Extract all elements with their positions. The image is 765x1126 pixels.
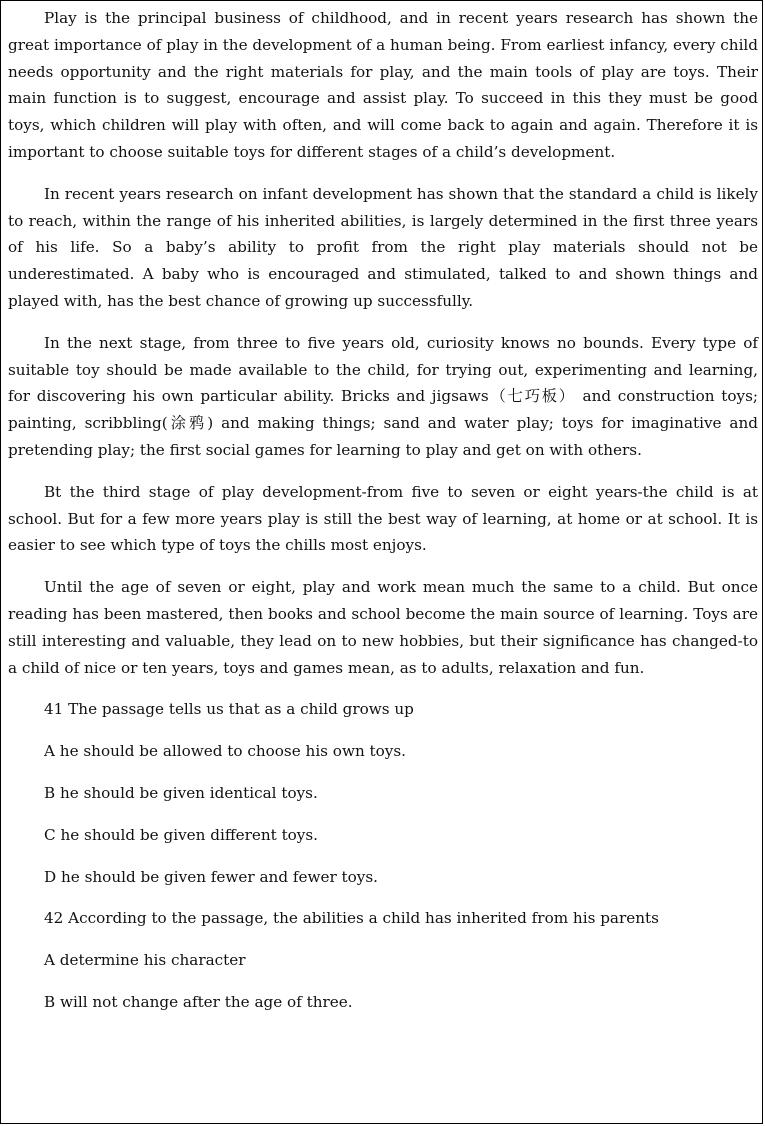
passage-paragraph-3: In the next stage, from three to five years old, curiosity knows no bounds. Every type of suitable toy should be made available to the child, for trying out, experimenting and learning, for discovering his own particular ability. Bricks and jigsaws（七巧板） and construction toys; painting, scribbling(涂鸦) and making things; sand and water play; toys for imaginative and pretending play; the first social games for learning to play and get on with others. (8, 333, 758, 459)
question-41-option-c: C he should be given different toys. (44, 825, 319, 844)
question-41-option-b: B he should be given identical toys. (44, 783, 318, 802)
document-body (8, 5, 758, 1031)
passage-paragraph-2: In recent years research on infant development has shown that the standard a child is likely to reach, within the range of his inherited abilities, is largely determined in the first three years of his life. So a baby’s ability to profit from the right play materials should not be underestimated. A baby who is encouraged and stimulated, talked to and shown things and played with, has the best chance of growing up successfully. (8, 184, 758, 310)
question-42-stem: 42 According to the passage, the abilities a child has inherited from his parents (44, 909, 659, 928)
passage-paragraph-1: Play is the principal business of childhood, and in recent years research has shown the great importance of play in the development of a human being. From earliest infancy, every child needs opportunity and the right materials for play, and the main tools of play are toys. Their main function is to suggest, encourage and assist play. To succeed in this they must be good toys, which children will play with often, and will come back to again and again. Therefore it is important to choose suitable toys for different stages of a child’s development. (8, 9, 758, 161)
question-41-stem: 41 The passage tells us that as a child grows up (44, 700, 414, 719)
passage-paragraph-4: Bt the third stage of play development-from five to seven or eight years-the child is at school. But for a few more years play is still the best way of learning, at home or at school. It is easier to see which type of toys the chills most enjoys. (8, 482, 758, 555)
passage-paragraph-5: Until the age of seven or eight, play and work mean much the same to a child. But once reading has been mastered, then books and school become the main source of learning. Toys are still interesting and valuable, they lead on to new hobbies, but their significance has changed-to a child of nice or ten years, toys and games mean, as to adults, relaxation and fun. (8, 578, 758, 677)
question-42-option-a: A determine his character (44, 951, 246, 970)
question-41-option-d: D he should be given fewer and fewer toys. (44, 867, 379, 886)
question-41-option-a: A he should be allowed to choose his own toys. (44, 742, 407, 761)
question-42-option-b: B will not change after the age of three. (44, 992, 353, 1011)
